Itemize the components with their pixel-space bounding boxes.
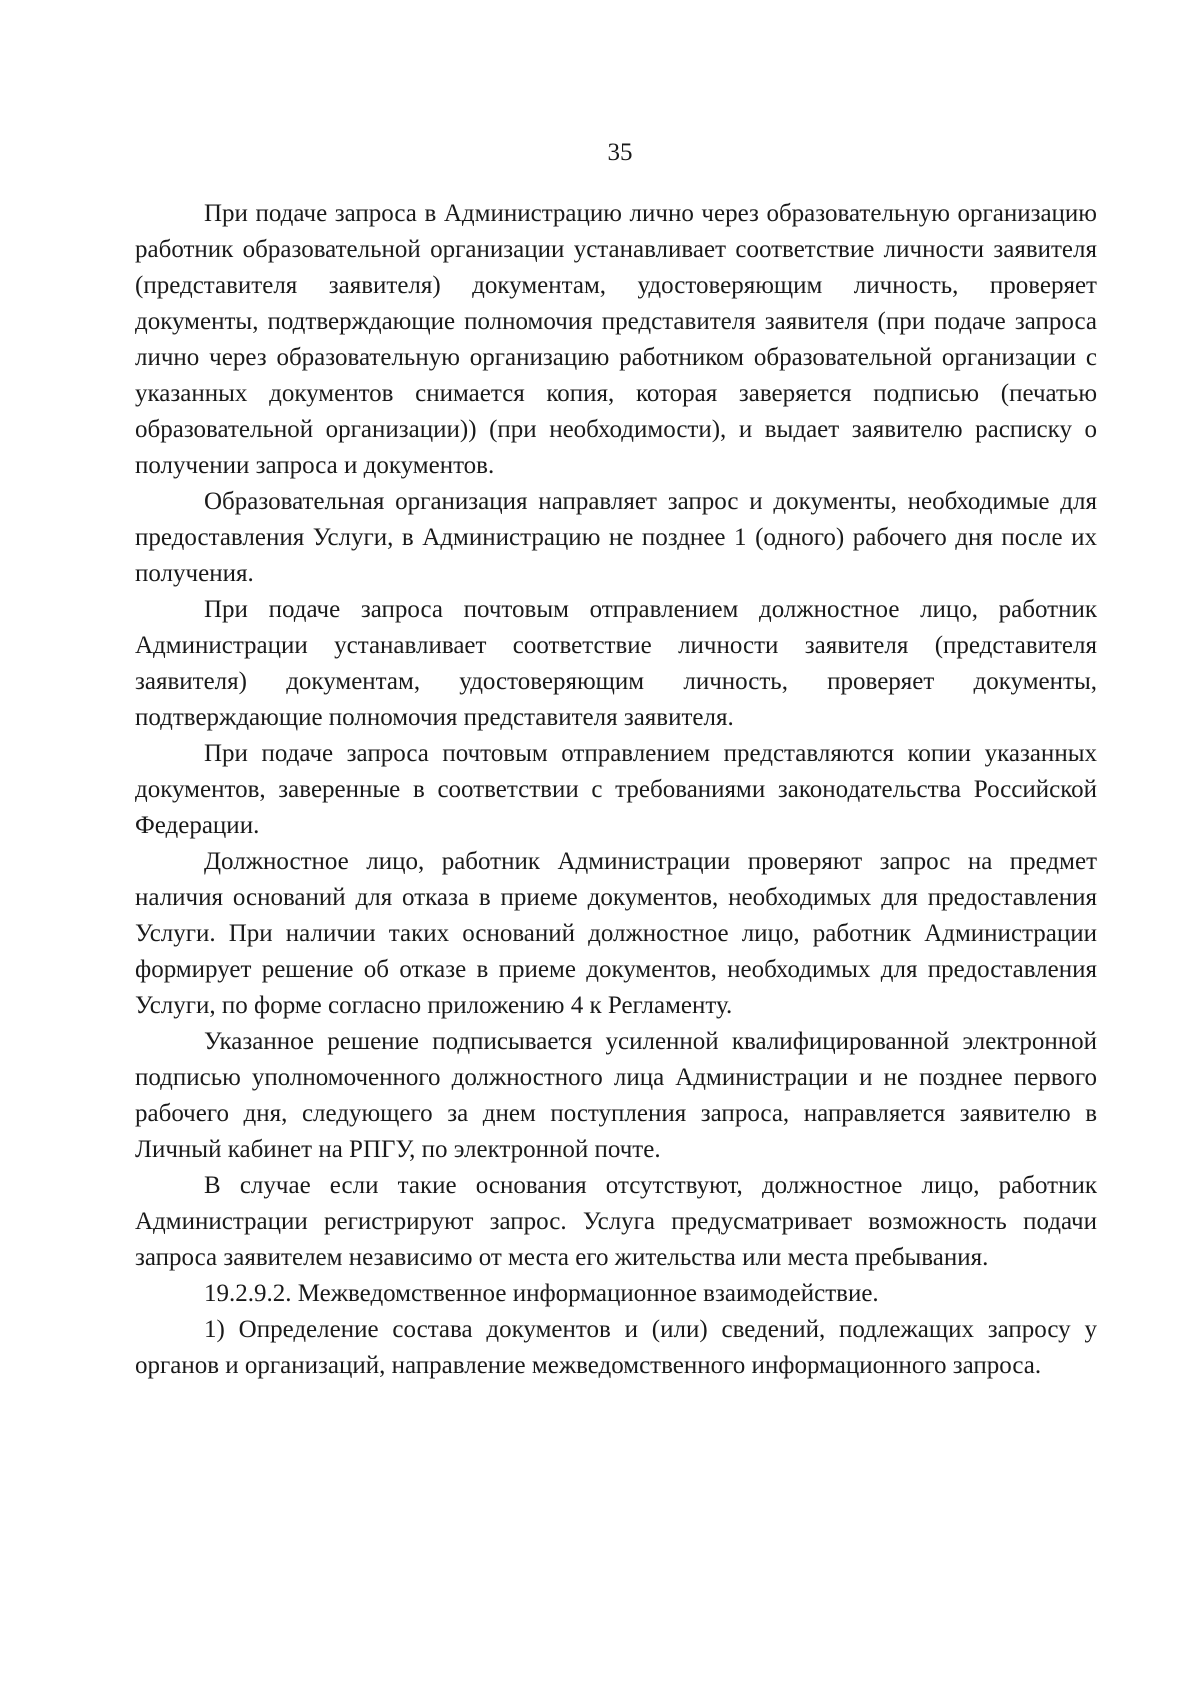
paragraph-registration: В случае если такие основания отсутствуют, должностное лицо, работник Администрации регистрируют запрос. Услуга предусматривает возможность подачи запроса заявителем независимо от места его жительства или места пребывания. [135, 1172, 1097, 1271]
paragraph-personal-submission: При подаче запроса в Администрацию лично через образовательную организацию работник образовательной организации устанавливает соответствие личности заявителя (представителя заявителя) документам, удостоверяющим личность, проверяет документы, подтверждающие полномочия представителя заявителя (при подаче запроса лично через образовательную организацию работником образовательной организации с указанных документов снимается копия, которая заверяется подписью (печатью образовательной организации)) (при необходимости), и выдает заявителю расписку о получении запроса и документов. [135, 200, 1097, 479]
paragraph-interagency-request: 1) Определение состава документов и (или) сведений, подлежащих запросу у органов и организаций, направление межведомственного информационного запроса. [135, 1316, 1097, 1379]
section-heading-interagency: 19.2.9.2. Межведомственное информационное взаимодействие. [204, 1280, 879, 1307]
paragraph-decision-signing: Указанное решение подписывается усиленной квалифицированной электронной подписью уполномоченного должностного лица Администрации и не позднее первого рабочего дня, следующего за днем поступления запроса, направляется заявителю в Личный кабинет на РПГУ, по электронной почте. [135, 1028, 1097, 1163]
page-number: 35 [607, 139, 633, 166]
document-body [135, 196, 1097, 1384]
paragraph-postal-copies: При подаче запроса почтовым отправлением представляются копии указанных документов, заверенные в соответствии с требованиями законодательства Российской Федерации. [135, 740, 1097, 839]
paragraph-org-forwarding: Образовательная организация направляет запрос и документы, необходимые для предоставления Услуги, в Администрацию не позднее 1 (одного) рабочего дня после их получения. [135, 488, 1097, 587]
paragraph-grounds-check: Должностное лицо, работник Администрации проверяют запрос на предмет наличия оснований для отказа в приеме документов, необходимых для предоставления Услуги. При наличии таких оснований должностное лицо, работник Администрации формирует решение об отказе в приеме документов, необходимых для предоставления Услуги, по форме согласно приложению 4 к Регламенту. [135, 848, 1097, 1019]
paragraph-postal-submission: При подаче запроса почтовым отправлением должностное лицо, работник Администрации устанавливает соответствие личности заявителя (представителя заявителя) документам, удостоверяющим личность, проверяет документы, подтверждающие полномочия представителя заявителя. [135, 596, 1097, 731]
